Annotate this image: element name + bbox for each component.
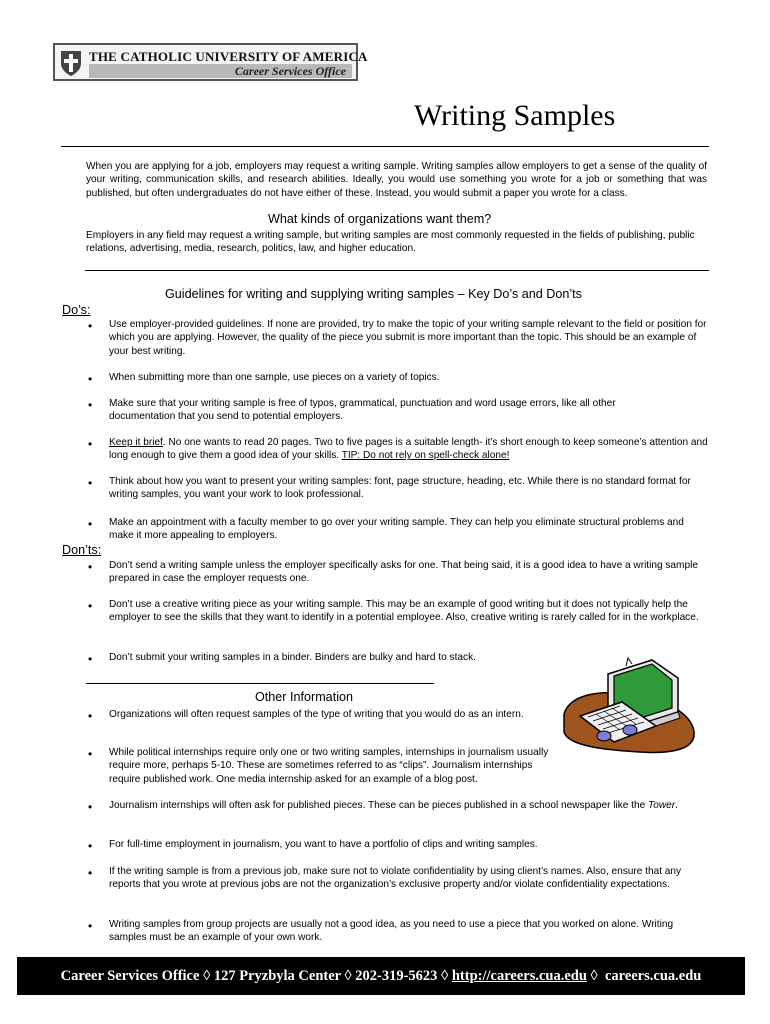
footer-url-link[interactable]: http://careers.cua.edu: [451, 968, 587, 984]
dos-item: Think about how you want to present your writing samples: font, page structure, heading, etc. While there is no standard format for writing samples, you want your work to look professional.: [109, 476, 691, 501]
logo-office-name: Career Services Office: [234, 64, 346, 78]
footer-separator: ◊: [586, 968, 602, 984]
list-bullet: •: [88, 517, 93, 531]
donts-item: Don’t use a creative writing piece as your writing sample. This may be an example of good writing but it does not typically help the employer to see the skills that they want to identify in a potential employee. Also, creative writing is rarely called for in the workplace.: [109, 599, 699, 624]
other-item: Organizations will often request samples of the type of writing that you would do as an intern.: [109, 709, 524, 720]
other-item-tower: [109, 799, 709, 812]
list-bullet: •: [88, 709, 93, 723]
intro-paragraph: When you are applying for a job, employers may request a writing sample. Writing samples allow employers to get a sense of the quality of your writing, communication skills, and research abilities. Ideally, you would use something you wrote for a job or something that was published, but often undergraduates do not have either of these. Instead, you would submit a paper you wrote for a class.: [86, 161, 707, 199]
other-item: For full-time employment in journalism, you want to have a portfolio of clips and writing samples.: [109, 839, 538, 850]
list-bullet: •: [88, 839, 93, 853]
donts-item: Don’t send a writing sample unless the employer specifically asks for one. That being said, it is a good idea to have a writing sample prepared in case the employer requests one.: [109, 560, 698, 585]
logo-university-name: THE CATHOLIC UNIVERSITY OF AMERICA: [89, 49, 368, 64]
dos-item: Make sure that your writing sample is free of typos, grammatical, punctuation and word usage errors, like all other documentation that you send to potential employers.: [109, 398, 616, 423]
list-bullet: •: [88, 372, 93, 386]
list-bullet: •: [88, 319, 93, 333]
footer-office: Career Services Office: [60, 968, 200, 984]
footer-address: 127 Pryzbyla Center: [213, 968, 341, 984]
list-bullet: •: [88, 476, 93, 490]
dos-item: Use employer-provided guidelines. If none are provided, try to make the topic of your writing sample relevant to the field or position for which you are applying. However, the quality of the piece you submit is more important than the topic. This should be an example of your best writing.: [109, 319, 707, 357]
orgs-paragraph: Employers in any field may request a writing sample, but writing samples are most commonly requested in the fields of publishing, public relations, advertising, media, research, politics, law, and higher education.: [86, 230, 695, 255]
shield-cross-icon: [59, 49, 83, 77]
other-item: If the writing sample is from a previous job, make sure not to violate confidentiality by using client’s names. Also, ensure that any reports that you wrote at previous jobs are not the organization’s exclusive property and/or violate confidentiality expectations.: [109, 866, 682, 891]
footer-separator: ◊: [340, 968, 356, 984]
footer-separator: ◊: [199, 968, 214, 984]
footer-site: careers.cua.edu: [604, 968, 702, 984]
other-item: While political internships require only one or two writing samples, internships in journalism usually require more, perhaps 5-10. These are sometimes referred to as “clips”. Journalism internships require published work. One media internship asked for an example of a blog post.: [109, 747, 549, 785]
list-bullet: •: [88, 800, 93, 814]
keep-brief-text: . No one wants to read 20 pages. Two to five pages is a suitable length- it’s short enough to keep someone’s attention and long enough to give them a good idea of your skills.: [109, 437, 708, 462]
list-bullet: •: [88, 398, 93, 412]
footer-bar: [17, 957, 745, 995]
university-logo: [53, 43, 368, 81]
footer-phone: 202-319-5623: [355, 968, 438, 984]
other-divider: [86, 683, 434, 684]
title-divider: [61, 146, 709, 147]
logo-office-bar: [89, 64, 352, 78]
page-title: Writing Samples: [414, 99, 616, 132]
list-bullet: •: [88, 866, 93, 880]
tower-text: Journalism internships will often ask for published pieces. These can be pieces published in a school newspaper like the: [109, 800, 649, 811]
donts-label: Don’ts:: [62, 543, 102, 557]
orgs-heading: What kinds of organizations want them?: [268, 212, 492, 226]
dos-item-keep-brief: [109, 436, 709, 463]
list-bullet: •: [88, 652, 93, 666]
spellcheck-tip: TIP: Do not rely on spell-check alone!: [341, 450, 510, 462]
tower-end: .: [675, 800, 678, 811]
guidelines-heading: Guidelines for writing and supplying writing samples – Key Do’s and Don’ts: [165, 287, 582, 301]
other-heading: Other Information: [255, 690, 353, 704]
list-bullet: •: [88, 747, 93, 761]
other-item: Writing samples from group projects are usually not a good idea, as you need to use a piece that you worked on alone. Writing samples must be an example of your own work.: [109, 919, 674, 944]
footer-separator: ◊: [437, 968, 452, 984]
donts-item: Don’t submit your writing samples in a binder. Binders are bulky and hard to stack.: [109, 652, 476, 663]
list-bullet: •: [88, 919, 93, 933]
dos-item: When submitting more than one sample, use pieces on a variety of topics.: [109, 372, 440, 383]
list-bullet: •: [88, 437, 93, 451]
list-bullet: •: [88, 599, 93, 613]
section-divider: [85, 270, 709, 271]
list-bullet: •: [88, 560, 93, 574]
computer-keyboard-icon: [560, 654, 700, 756]
keep-brief-lead: Keep it brief: [109, 437, 163, 448]
dos-label: Do’s:: [62, 303, 91, 317]
dos-item: Make an appointment with a faculty member to go over your writing sample. They can help you eliminate structural problems and make it more appealing to employers.: [109, 517, 684, 542]
tower-name: Tower: [648, 800, 676, 811]
